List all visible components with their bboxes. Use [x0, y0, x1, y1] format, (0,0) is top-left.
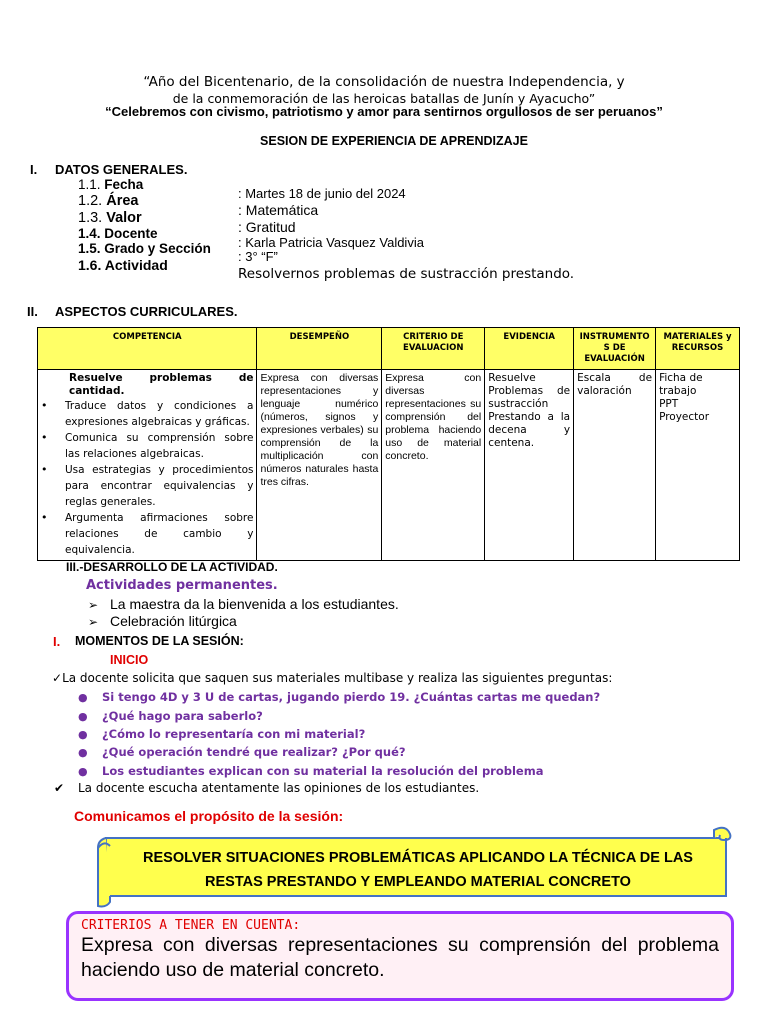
row-label: Actividad: [104, 257, 168, 273]
question-text: ¿Qué hago para saberlo?: [102, 709, 263, 723]
general-heading: DATOS GENERALES.: [55, 162, 188, 177]
value-actividad: Resolvernos problemas de sustracción prestando.: [238, 266, 575, 282]
permanente-item: [88, 596, 399, 612]
general-numeral: I.: [30, 162, 38, 177]
arrow-bullet-icon: ➢: [88, 615, 99, 629]
header-evidencia: EVIDENCIA: [485, 328, 574, 370]
question-item: [78, 727, 365, 741]
criteria-box: [66, 911, 734, 1001]
question-item: [78, 764, 543, 778]
listen-text: La docente escucha atentamente las opiniones de los estudiantes.: [78, 781, 480, 795]
general-row-fecha: [78, 177, 143, 192]
header-criterio: CRITERIO DE EVALUACION: [382, 328, 485, 370]
bullet-icon: ●: [78, 746, 88, 759]
purpose-line-1: RESOLVER SITUACIONES PROBLEMÁTICAS APLICANDO LA TÉCNICA DE LAS: [143, 850, 693, 866]
proposito-heading: Comunicamos el propósito de la sesión:: [74, 808, 344, 824]
competencia-title: Resuelve problemas de cantidad.: [69, 372, 254, 397]
general-row-valor: [78, 210, 142, 226]
header-competencia: COMPETENCIA: [38, 328, 257, 370]
motto-line-1: “Año del Bicentenario, de la consolidación de nuestra Independencia, y: [143, 74, 625, 90]
question-text: ¿Cómo lo representaría con mi material?: [102, 727, 366, 741]
material-item: trabajo: [659, 385, 697, 397]
value-fecha: : Martes 18 de junio del 2024: [238, 186, 406, 201]
question-text: Los estudiantes explican con su material la resolución del problema: [102, 764, 544, 778]
competencia-list: [41, 398, 253, 558]
permanente-item: [88, 613, 237, 629]
question-item: [78, 745, 406, 759]
header-desempeno: DESEMPEÑO: [257, 328, 382, 370]
desarrollo-heading: III.-DESARROLLO DE LA ACTIVIDAD.: [66, 560, 278, 574]
checkmark-icon: ✓: [52, 671, 63, 685]
row-number: 1.3.: [78, 210, 103, 226]
header-materiales: MATERIALES y RECURSOS: [656, 328, 740, 370]
permanentes-title: Actividades permanentes.: [86, 578, 278, 593]
table-row: [38, 370, 740, 561]
row-number: 1.6.: [78, 257, 102, 273]
purpose-line-2: RESTAS PRESTANDO Y EMPLEANDO MATERIAL CONCRETO: [205, 874, 631, 890]
cell-criterio: Expresa con diversas representaciones su comprensión del problema haciendo uso de material concreto.: [382, 370, 485, 561]
list-item: • Argumenta afirmaciones sobre relaciones de cambio y equivalencia.: [41, 510, 253, 558]
permanente-text: Celebración litúrgica: [110, 613, 237, 629]
permanente-text: La maestra da la bienvenida a los estudiantes.: [110, 596, 399, 612]
material-item: Proyector: [659, 411, 710, 423]
cell-evidencia: Resuelve Problemas de sustracción Prestando a la decena y centena.: [485, 370, 574, 561]
question-item: [78, 709, 263, 723]
material-item: Ficha de: [659, 372, 703, 384]
intro-line: [52, 671, 612, 685]
general-row-grado: [78, 241, 211, 256]
material-item: PPT: [659, 398, 679, 410]
curricular-table: [37, 327, 740, 561]
bullet-icon: ●: [78, 691, 88, 704]
value-docente: : Karla Patricia Vasquez Valdivia: [238, 235, 424, 250]
general-row-actividad: [78, 257, 168, 273]
intro-text: La docente solicita que saquen sus materiales multibase y realiza las siguientes preguntas:: [62, 671, 613, 685]
question-text: Si tengo 4D y 3 U de cartas, jugando pierdo 19. ¿Cuántas cartas me quedan?: [102, 690, 601, 704]
session-title: SESION DE EXPERIENCIA DE APRENDIZAJE: [260, 134, 528, 148]
curricular-numeral: II.: [27, 304, 38, 319]
listen-line: [54, 781, 479, 795]
purpose-text: [110, 846, 726, 894]
question-item: [78, 690, 600, 704]
momentos-numeral: I.: [53, 634, 61, 649]
criteria-title: CRITERIOS A TENER EN CUENTA:: [81, 918, 301, 933]
cell-competencia: [38, 370, 257, 561]
row-label: Docente: [104, 226, 158, 241]
inicio-label: INICIO: [110, 653, 149, 667]
arrow-bullet-icon: ➢: [88, 598, 99, 612]
general-row-docente: [78, 226, 158, 241]
motto-line-2: de la conmemoración de las heroicas batallas de Junín y Ayacucho”: [172, 91, 596, 106]
cell-instrumento: Escala de valoración: [574, 370, 656, 561]
momentos-heading: MOMENTOS DE LA SESIÓN:: [75, 634, 244, 648]
list-item: • Usa estrategias y procedimientos para encontrar equivalencias y reglas generales.: [41, 462, 253, 510]
bullet-icon: ●: [78, 728, 88, 741]
row-label: Valor: [106, 210, 142, 226]
row-label: Fecha: [104, 177, 144, 192]
value-area: : Matemática: [238, 202, 319, 218]
value-grado: : 3° “F”: [238, 249, 278, 264]
row-number: 1.4.: [78, 226, 101, 241]
table-header-row: [38, 328, 740, 370]
header-instrumento: INSTRUMENTO S DE EVALUACIÓN: [574, 328, 656, 370]
general-row-area: [78, 193, 138, 209]
curricular-heading: ASPECTOS CURRICULARES.: [55, 304, 238, 319]
question-text: ¿Qué operación tendré que realizar? ¿Por qué?: [102, 745, 406, 759]
row-label: Área: [106, 193, 139, 209]
cell-desempeno: Expresa con diversas representaciones y lenguaje numérico (números, signos y expresiones verbales) su comprensión de la multiplicación con números naturales hasta tres cifras.: [257, 370, 382, 561]
row-number: 1.5.: [78, 241, 101, 256]
checkmark-icon: ✔: [54, 781, 65, 795]
list-item: • Comunica su comprensión sobre las relaciones algebraicas.: [41, 430, 253, 462]
bullet-icon: ●: [78, 765, 88, 778]
row-number: 1.1.: [78, 177, 101, 192]
cell-materiales: [656, 370, 740, 561]
criteria-body: Expresa con diversas representaciones su comprensión del problema haciendo uso de material concreto.: [81, 934, 719, 981]
row-label: Grado y Sección: [104, 241, 211, 256]
row-number: 1.2.: [78, 193, 103, 209]
value-valor: : Gratitud: [238, 219, 296, 235]
motto-line-3: “Celebremos con civismo, patriotismo y amor para sentirnos orgullosos de ser peruanos”: [105, 104, 663, 119]
purpose-scroll-banner: [96, 826, 738, 908]
bullet-icon: ●: [78, 710, 88, 723]
list-item: • Traduce datos y condiciones a expresiones algebraicas y gráficas.: [41, 398, 253, 430]
